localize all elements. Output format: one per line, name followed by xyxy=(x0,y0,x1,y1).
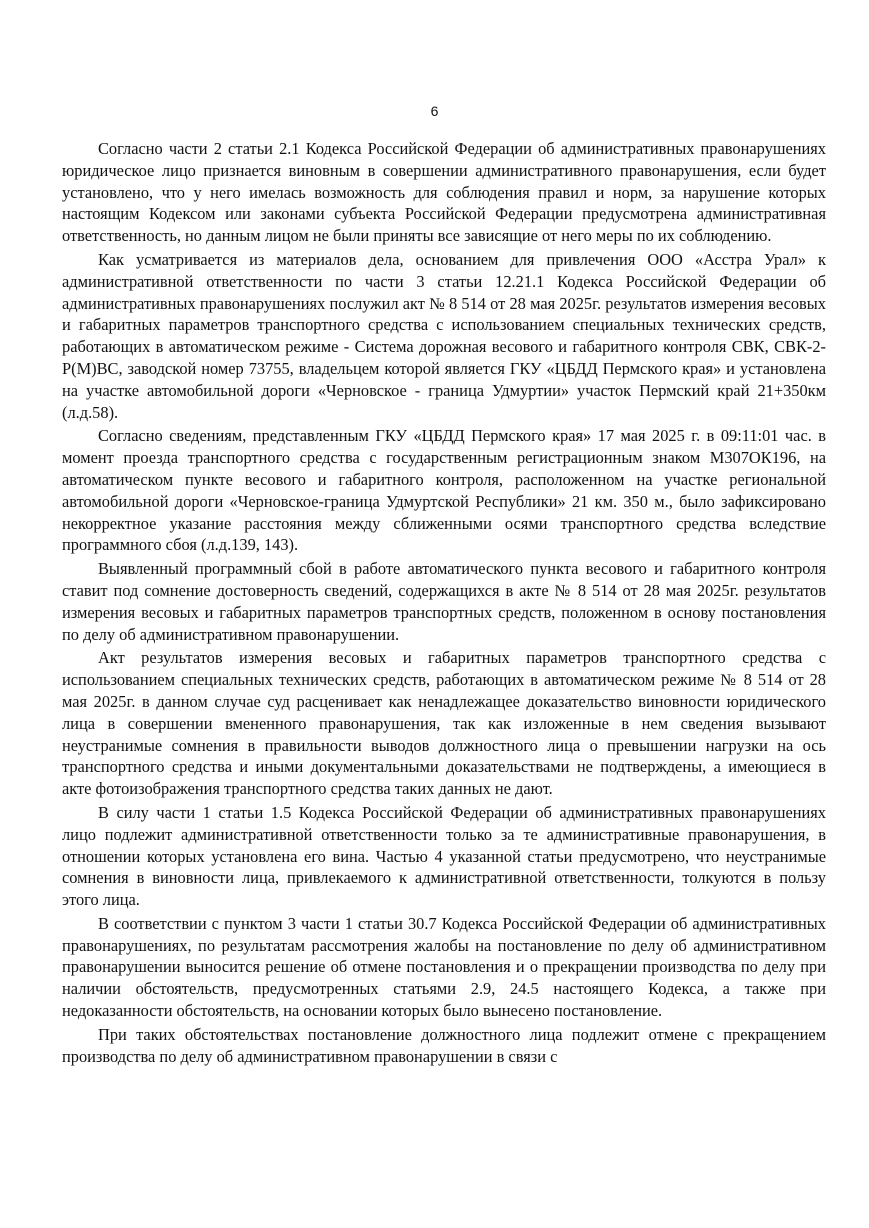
paragraph: Согласно части 2 статьи 2.1 Кодекса Российской Федерации об административных правонарушениях юридическое лицо признается виновным в совершении административного правонарушения, если будет установлено, что у него имелась возможность для соблюдения правил и норм, за нарушение которых настоящим Кодексом или законами субъекта Российской Федерации предусмотрена административная ответственность, но данным лицом не были приняты все зависящие от него меры по их соблюдению. xyxy=(62,139,826,246)
paragraph: В соответствии с пунктом 3 части 1 статьи 30.7 Кодекса Российской Федерации об административных правонарушениях, по результатам рассмотрения жалобы на постановление по делу об административном правонарушении выносится решение об отмене постановления и о прекращении производства по делу при наличии обстоятельств, предусмотренных статьями 2.9, 24.5 настоящего Кодекса, а также при недоказанности обстоятельств, на основании которых было вынесено постановление. xyxy=(62,913,826,1021)
paragraph: Выявленный программный сбой в работе автоматического пункта весового и габаритного контроля ставит под сомнение достоверность сведений, содержащихся в акте № 8 514 от 28 мая 2025г. результатов измерения весовых и габаритных параметров транспортных средств, положенном в основу постановления по делу об административном правонарушении. xyxy=(62,559,826,644)
paragraph: В силу части 1 статьи 1.5 Кодекса Российской Федерации об административных правонарушениях лицо подлежит административной ответственности только за те административные правонарушения, в отношении которых установлена его вина. Частью 4 указанной статьи предусмотрено, что неустранимые сомнения в виновности лица, привлекаемого к административной ответственности, толкуются в пользу этого лица. xyxy=(62,802,826,910)
paragraph: Согласно сведениям, представленным ГКУ «ЦБДД Пермского края» 17 мая 2025 г. в 09:11:01 час. в момент проезда транспортного средства с государственным регистрационным знаком М307ОК196, на автоматическом пункте весового и габаритного контроля, расположенном на участке региональной автомобильной дороги «Черновское-граница Удмуртской Республики» 21 км. 350 м., было зафиксировано некорректное указание расстояния между сближенными осями транспортного средства вследствие программного сбоя (л.д.139, 143). xyxy=(62,426,826,555)
paragraph: Акт результатов измерения весовых и габаритных параметров транспортного средства с использованием специальных технических средств, работающих в автоматическом режиме № 8 514 от 28 мая 2025г. в данном случае суд расценивает как ненадлежащее доказательство виновности юридического лица в совершении вмененного правонарушения, так как изложенные в нем сведения вызывают неустранимые сомнения в правильности выводов должностного лица о превышении нагрузки на ось транспортного средства и иными документальными доказательствами не подтверждены, а имеющиеся в акте фотоизображения транспортного средства таких данных не дают. xyxy=(62,648,826,799)
document-body xyxy=(62,138,826,1069)
paragraph: При таких обстоятельствах постановление должностного лица подлежит отмене с прекращением производства по делу об административном правонарушении в связи с xyxy=(62,1024,826,1066)
paragraph: Как усматривается из материалов дела, основанием для привлечения ООО «Асстра Урал» к административной ответственности по части 3 статьи 12.21.1 Кодекса Российской Федерации об административных правонарушениях послужил акт № 8 514 от 28 мая 2025г. результатов измерения весовых и габаритных параметров транспортного средства с использованием специальных технических средств, работающих в автоматическом режиме - Система дорожная весового и габаритного контроля СВК, СВК-2-Р(М)ВС, заводской номер 73755, владельцем которой является ГКУ «ЦБДД Пермского края» и установлена на участке автомобильной дороги «Черновское - граница Удмуртии» участок Пермский край 21+350км (л.д.58). xyxy=(62,249,826,422)
page-number: 6 xyxy=(430,103,439,119)
